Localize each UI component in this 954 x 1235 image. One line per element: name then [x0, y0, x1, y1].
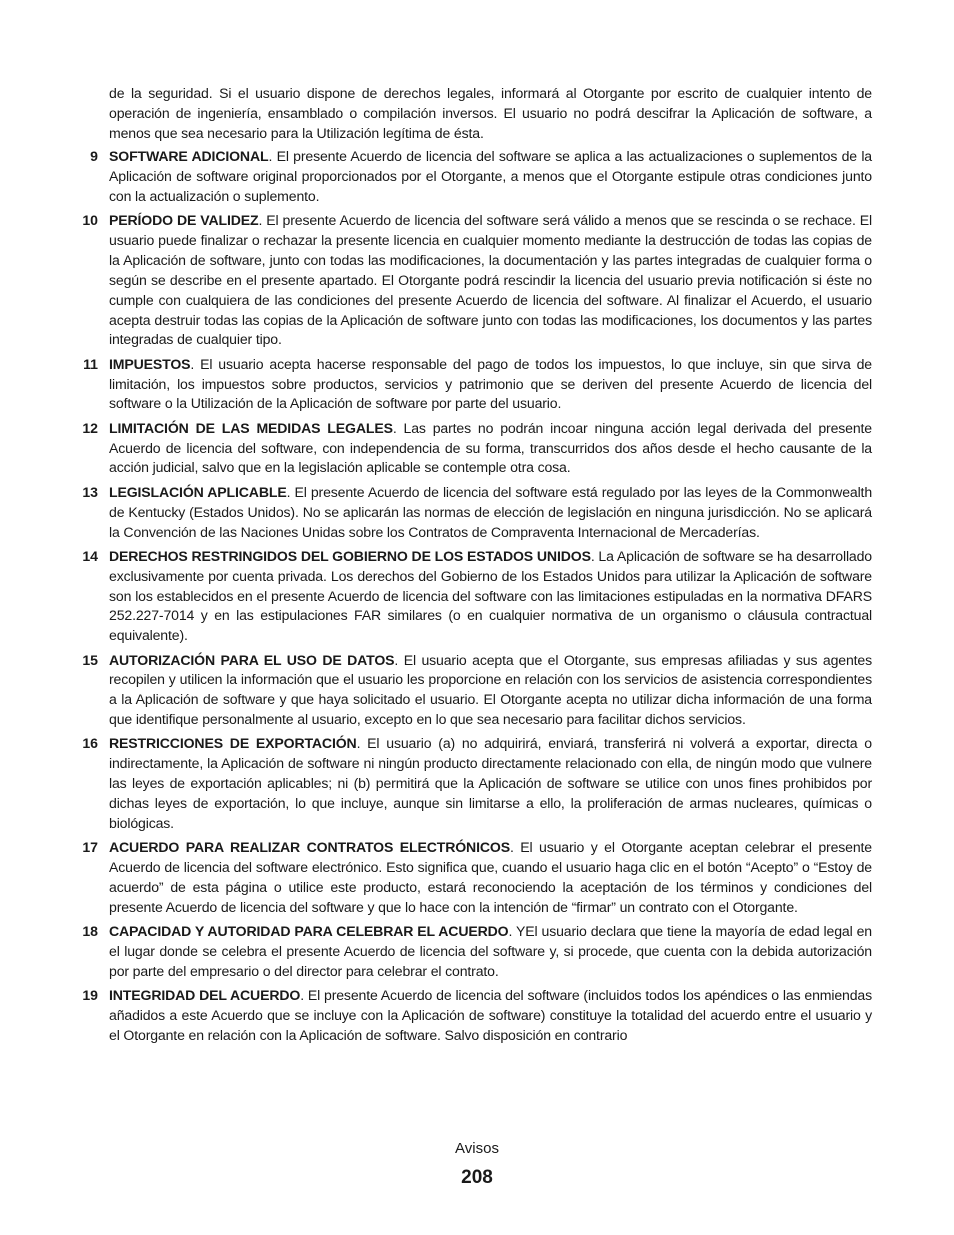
section-number: 15 — [82, 651, 98, 668]
section-number: 11 — [83, 355, 98, 372]
section-title: RESTRICCIONES DE EXPORTACIÓN — [109, 735, 357, 752]
section-text: . La Aplicación de software se ha desarrollado exclusivamente por cuenta privada. Los derechos del Gobierno de los Estados Unidos para utilizar la Aplicación de software son los establecidos en el presente Acuerdo de licencia del software con las limitaciones estipuladas en la normativa DFARS 252.227-7014 y en las estipulaciones FAR similares (o en cualquier normativa de un organismo o cláusula contractual equivalente). — [109, 547, 872, 644]
section-text: . El presente Acuerdo de licencia del software se aplica a las actualizaciones o suplementos de la Aplicación de software original proporcionados por el Otorgante, a menos que el Otorgante estipule otras condiciones junto con la actualización o suplemento. — [109, 148, 872, 204]
section-text: . El presente Acuerdo de licencia del software será válido a menos que se rescinda o se rechace. El usuario puede finalizar o rechazar la presente licencia en cualquier momento mediante la destrucción de todas las copias de la Aplicación de software, junto con todas las modificaciones, la documentación y las partes integradas de cualquier forma o según se describe en el presente apartado. El Otorgante podrá rescindir la licencia del usuario previa notificación si éste no cumple con cualquiera de las condiciones del presente Acuerdo de licencia del software. Al finalizar el Acuerdo, el usuario acepta destruir todas las copias de la Aplicación de software junto con todas las modificaciones, los documentos y las partes integradas de cualquier tipo. — [109, 212, 872, 348]
section-13 — [80, 483, 872, 543]
section-number: 10 — [82, 212, 98, 229]
section-14 — [80, 547, 872, 647]
section-text: . El usuario y el Otorgante aceptan celebrar el presente Acuerdo de licencia del software electrónico. Esto significa que, cuando el usuario haga clic en el botón “Acepto” o “Estoy de acuerdo” de esta página o utilice este producto, estará reconociendo la aceptación de los términos y condiciones del presente Acuerdo de licencia del software y que lo hace con la intención de “firmar” un contrato con el Otorgante. — [109, 839, 872, 915]
section-12 — [80, 419, 872, 479]
section-19 — [80, 986, 872, 1046]
section-text: . YEl usuario declara que tiene la mayoría de edad legal en el lugar donde se celebra el presente Acuerdo de licencia del software y, si procede, que cuenta con la debida autorización por parte del empresario o del director para celebrar el contrato. — [109, 923, 872, 980]
section-text: . El usuario acepta hacerse responsable del pago de todos los impuestos, lo que incluye, sin que sirva de limitación, los impuestos sobre productos, servicios y patrimonio que se deriven del presente Acuerdo de licencia del software o la Utilización de la Aplicación de software por parte del usuario. — [109, 355, 872, 412]
section-title: INTEGRIDAD DEL ACUERDO — [109, 987, 301, 1004]
section-text: . El usuario (a) no adquirirá, enviará, transferirá ni volverá a exportar, directa o indirectamente, la Aplicación de software ni ningún producto directamente relacionado con ella, de ningún modo que vulnere las leyes de exportación aplicables; ni (b) permitirá que la Aplicación de software se utilice con unos fines prohibidos por dichas leyes de exportación, lo que incluye, aunque sin limitarse a ello, la proliferación de armas nucleares, químicas o biológicas. — [109, 735, 872, 832]
section-text: . El presente Acuerdo de licencia del software está regulado por las leyes de la Commonwealth de Kentucky (Estados Unidos). No se aplicarán las normas de elección de legislación en ninguna jurisdicción. No se aplicará la Convención de las Naciones Unidas sobre los Contratos de Compraventa Internacional de Mercaderías. — [109, 483, 873, 540]
section-16 — [80, 734, 872, 834]
page-number: 208 — [461, 1167, 493, 1188]
section-number: 16 — [82, 735, 98, 752]
section-title: AUTORIZACIÓN PARA EL USO DE DATOS — [109, 651, 395, 668]
footer-label: Avisos — [455, 1140, 499, 1157]
section-number: 18 — [82, 923, 98, 940]
section-title: ACUERDO PARA REALIZAR CONTRATOS ELECTRÓNICOS — [109, 839, 510, 856]
section-title: LEGISLACIÓN APLICABLE — [109, 483, 287, 500]
section-number: 9 — [90, 148, 98, 164]
section-text: . Las partes no podrán incoar ninguna acción legal derivada del presente Acuerdo de licencia del software, con independencia de su forma, transcurridos dos años desde el hecho causante de la acción judicial, salvo que en la legislación aplicable se contemple otra cosa. — [109, 419, 872, 476]
section-number: 17 — [82, 839, 98, 856]
section-title: CAPACIDAD Y AUTORIDAD PARA CELEBRAR EL ACUERDO — [109, 923, 509, 940]
section-number: 12 — [82, 419, 98, 436]
section-title: SOFTWARE ADICIONAL — [109, 148, 269, 164]
section-title: IMPUESTOS — [109, 355, 191, 372]
section-title: LIMITACIÓN DE LAS MEDIDAS LEGALES — [109, 419, 393, 436]
section-title: DERECHOS RESTRINGIDOS DEL GOBIERNO DE LOS ESTADOS UNIDOS — [109, 547, 591, 564]
section-9 — [80, 147, 872, 207]
document-body — [80, 83, 872, 1050]
section-10 — [80, 211, 872, 350]
section-number: 13 — [82, 483, 98, 500]
section-number: 14 — [82, 547, 98, 564]
section-title: PERÍODO DE VALIDEZ — [109, 212, 259, 229]
section-number: 19 — [82, 987, 98, 1004]
section-17 — [80, 838, 872, 918]
section-11 — [80, 355, 872, 415]
section-text: . El presente Acuerdo de licencia del software (incluidos todos los apéndices o las enmiendas añadidos a este Acuerdo que se incluye con la Aplicación de software) constituye la totalidad del acuerdo entre el usuario y el Otorgante en relación con la Aplicación de software. Salvo disposición en contrario — [109, 987, 872, 1044]
section-text: . El usuario acepta que el Otorgante, sus empresas afiliadas y sus agentes recopilen y utilicen la información que el usuario les proporcione en relación con los servicios de asistencia correspondientes a la Aplicación de software y que haya solicitado el usuario. El Otorgante acepta no utilizar dicha información de una forma que identifique personalmente al usuario, excepto en lo que sea necesario para facilitar dichos servicios. — [109, 651, 872, 728]
section-18 — [80, 922, 872, 982]
intro-paragraph: de la seguridad. Si el usuario dispone de derechos legales, informará al Otorgante por escrito de cualquier intento de operación de ingeniería, ensamblado o compilación inversos. El usuario no podrá descifrar la Aplicación de software, a menos que sea necesario para la Utilización legítima de ésta. — [109, 85, 872, 141]
section-15 — [80, 651, 872, 731]
